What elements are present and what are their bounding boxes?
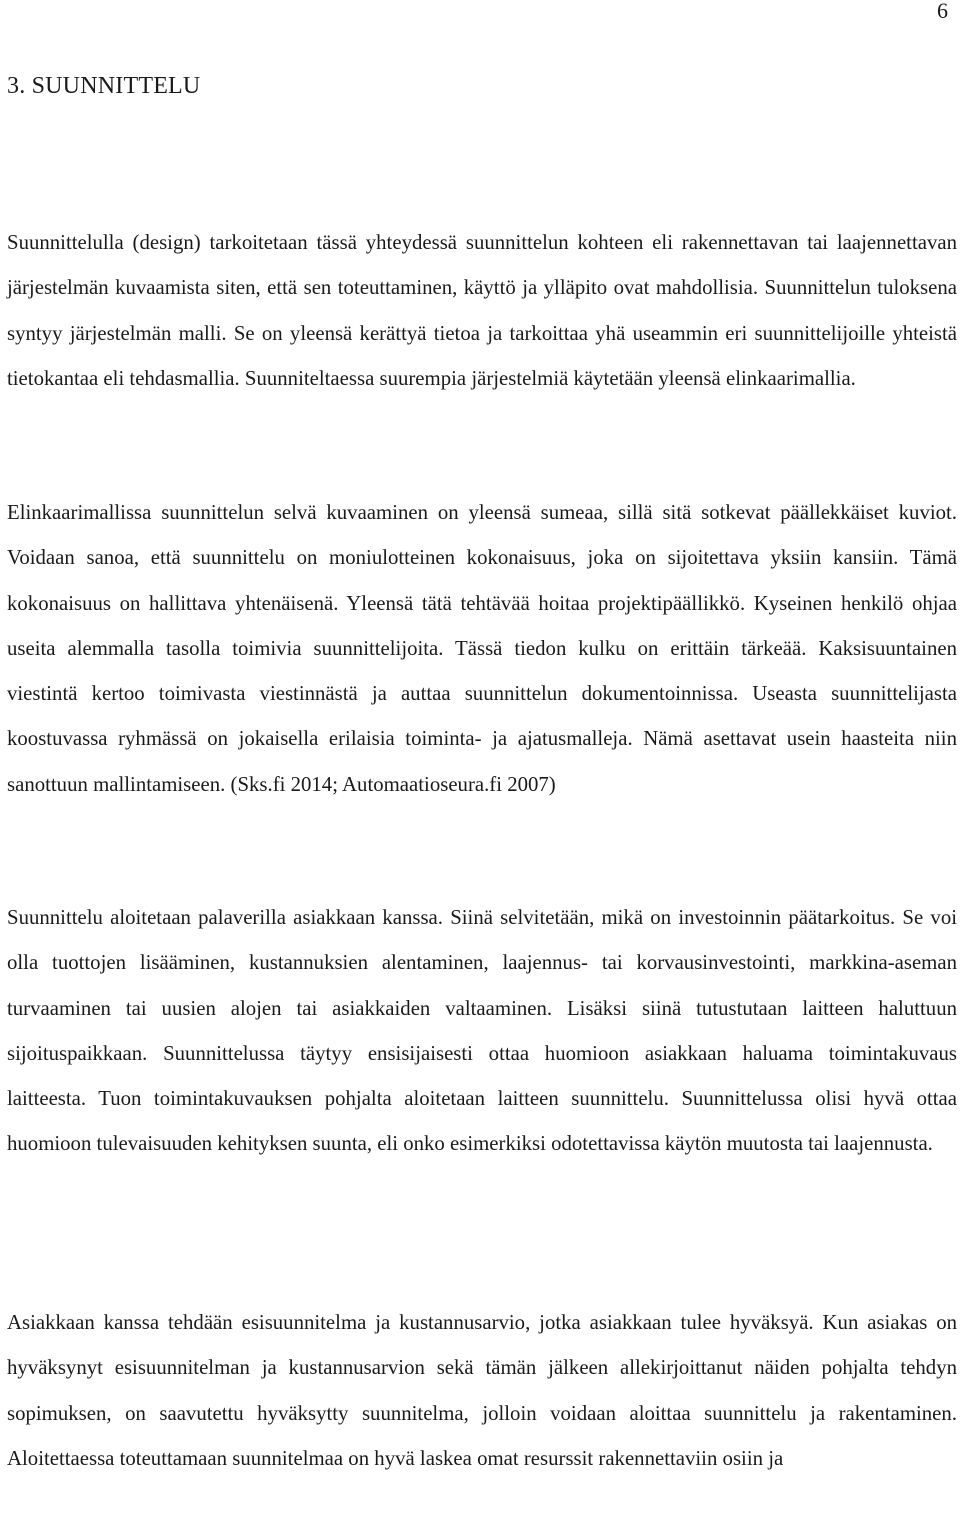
section-heading: 3. SUUNNITTELU [7,73,201,99]
paragraph-customer-meeting: Suunnittelu aloitetaan palaverilla asiakkaan kanssa. Siinä selvitetään, mikä on investoinnin päätarkoitus. Se voi olla tuottojen lisääminen, kustannuksien alentaminen, laajennus- tai korvausinvestointi, markkina-aseman turvaaminen tai uusien alojen tai asiakkaiden valtaaminen. Lisäksi siinä tutustutaan laitteen haluttuun sijoituspaikkaan. Suunnittelussa täytyy ensisijaisesti ottaa huomioon asiakkaan haluama toimintakuvaus laitteesta. Tuon toimintakuvauksen pohjalta aloitetaan laitteen suunnittelu. Suunnittelussa olisi hyvä ottaa huomioon tulevaisuuden kehityksen suunta, eli onko esimerkiksi odotettavissa käytön muutosta tai laajennusta. [7,906,957,1156]
paragraph-design-definition: Suunnittelulla (design) tarkoitetaan tässä yhteydessä suunnittelun kohteen eli rakennettavan tai laajennettavan järjestelmän kuvaamista siten, että sen toteuttaminen, käyttö ja ylläpito ovat mahdollisia. Suunnittelun tuloksena syntyy järjestelmän malli. Se on yleensä kerättyä tietoa ja tarkoittaa yhä useammin eri suunnittelijoille yhteistä tietokantaa eli tehdasmallia. Suunniteltaessa suurempia järjestelmiä käytetään yleensä elinkaarimallia. [7,231,957,390]
page-number: 6 [937,0,948,23]
paragraph-preliminary-plan: Asiakkaan kanssa tehdään esisuunnitelma ja kustannusarvio, jotka asiakkaan tulee hyväksyä. Kun asiakas on hyväksynyt esisuunnitelman ja kustannusarvion sekä tämän jälkeen allekirjoittanut näiden pohjalta tehdyn sopimuksen, on saavutettu hyväksytty suunnitelma, jolloin voidaan aloittaa suunnittelu ja rakentaminen. Aloitettaessa toteuttamaan suunnitelmaa on hyvä laskea omat resurssit rakennettaviin osiin ja [7,1311,957,1470]
paragraph-lifecycle-model: Elinkaarimallissa suunnittelun selvä kuvaaminen on yleensä sumeaa, sillä sitä sotkevat päällekkäiset kuviot. Voidaan sanoa, että suunnittelu on moniulotteinen kokonaisuus, joka on sijoitettava yksiin kansiin. Tämä kokonaisuus on hallittava yhtenäisenä. Yleensä tätä tehtävää hoitaa projektipäällikkö. Kyseinen henkilö ohjaa useita alemmalla tasolla toimivia suunnittelijoita. Tässä tiedon kulku on erittäin tärkeää. Kaksisuuntainen viestintä kertoo toimivasta viestinnästä ja auttaa suunnittelun dokumentoinnissa. Useasta suunnittelijasta koostuvassa ryhmässä on jokaisella erilaisia toiminta- ja ajatusmalleja. Nämä asettavat usein haasteita niin sanottuun mallintamiseen. (Sks.fi 2014; Automaatioseura.fi 2007) [7,501,957,796]
